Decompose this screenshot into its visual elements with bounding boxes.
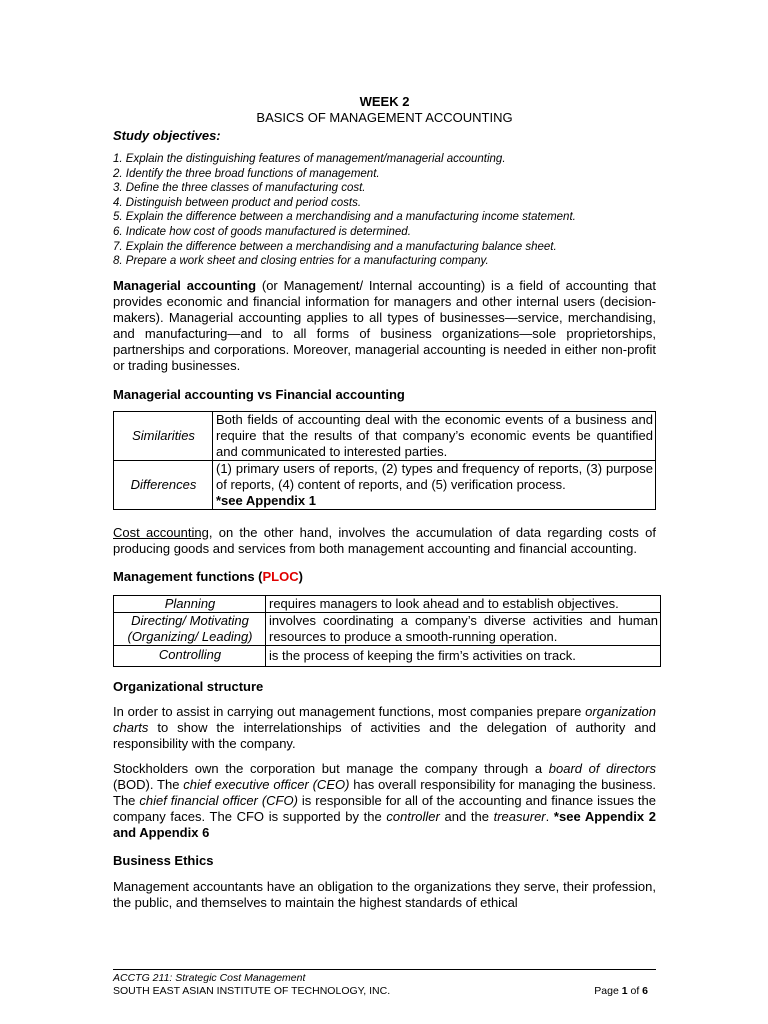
objectives-heading: Study objectives: bbox=[113, 128, 221, 143]
cost-accounting-text: , on the other hand, involves the accumulation of data regarding costs of producing goods and services from both management accounting and financial accounting. bbox=[113, 524, 656, 556]
functions-heading-text: Management functions ( bbox=[113, 568, 263, 584]
comparison-table bbox=[113, 411, 656, 510]
page-number: 1 bbox=[621, 985, 628, 997]
functions-heading-close: ) bbox=[298, 568, 303, 584]
objective-item: 8. Prepare a work sheet and closing entries for a manufacturing company. bbox=[113, 255, 489, 268]
org-p2-text-a: Stockholders own the corporation but manage the company through a bbox=[113, 760, 549, 776]
planning-text: requires managers to look ahead and to establish objectives. bbox=[266, 595, 661, 612]
bod-term: board of directors bbox=[548, 760, 656, 776]
functions-heading bbox=[113, 569, 656, 584]
document-title: BASICS OF MANAGEMENT ACCOUNTING bbox=[256, 110, 513, 125]
objective-item: 2. Identify the three broad functions of management. bbox=[113, 167, 380, 180]
org-paragraph-2 bbox=[113, 761, 656, 841]
org-paragraph-1 bbox=[113, 704, 656, 752]
objective-item: 4. Distinguish between product and period costs. bbox=[113, 196, 362, 209]
school-name: SOUTH EAST ASIAN INSTITUTE OF TECHNOLOGY, INC. bbox=[113, 985, 391, 997]
objective-item: 1. Explain the distinguishing features of management/managerial accounting. bbox=[113, 153, 506, 165]
similarities-text: Both fields of accounting deal with the economic events of a business and require that the results of that company’s economic events be quantified and communicated to interested parties. bbox=[213, 411, 656, 460]
table-row bbox=[114, 612, 661, 645]
managerial-accounting-term: Managerial accounting bbox=[113, 277, 257, 293]
cost-accounting-paragraph bbox=[113, 525, 656, 557]
differences-cell bbox=[213, 460, 656, 509]
table-row bbox=[114, 411, 656, 460]
ploc-acronym: PLOC bbox=[262, 568, 299, 584]
controlling-text: is the process of keeping the firm’s activities on track. bbox=[266, 645, 661, 666]
similarities-label: Similarities bbox=[114, 411, 213, 460]
ceo-term: chief executive officer (CEO) bbox=[183, 776, 350, 792]
objective-item: 3. Define the three classes of manufacturing cost. bbox=[113, 182, 366, 195]
course-label: ACCTG 211: Strategic Cost Management bbox=[113, 972, 306, 984]
differences-text: (1) primary users of reports, (2) types and frequency of reports, (3) purpose of reports, (4) content of reports, and (5) verification process. bbox=[216, 460, 653, 492]
differences-label: Differences bbox=[114, 460, 213, 509]
org-p1-text-a: In order to assist in carrying out management functions, most companies prepare bbox=[113, 703, 586, 719]
org-p2-text-f: . bbox=[545, 808, 554, 824]
objectives-list bbox=[113, 152, 656, 269]
functions-table bbox=[113, 595, 661, 667]
org-charts-term: organization charts bbox=[113, 703, 656, 735]
controlling-label: Controlling bbox=[114, 645, 266, 666]
ethics-paragraph: Management accountants have an obligation to the organizations they serve, their profession, the public, and themselves to maintain the highest standards of ethical bbox=[113, 878, 656, 910]
planning-label: Planning bbox=[114, 595, 266, 612]
page-indicator bbox=[594, 985, 656, 998]
objective-item: 7. Explain the difference between a merchandising and a manufacturing balance sheet. bbox=[113, 240, 557, 253]
cost-accounting-term: Cost accounting bbox=[113, 524, 209, 540]
table-row bbox=[114, 460, 656, 509]
page-footer bbox=[113, 969, 656, 998]
org-p2-text-c: has overall responsibility for managing the business. The bbox=[113, 776, 656, 808]
of-word: of bbox=[627, 985, 643, 997]
controller-term: controller bbox=[386, 808, 440, 824]
table-row bbox=[114, 595, 661, 612]
appendix-2-6-note: *see Appendix 2 and Appendix 6 bbox=[113, 808, 656, 840]
objective-item: 5. Explain the difference between a merchandising and a manufacturing income statement. bbox=[113, 211, 576, 224]
table-row bbox=[114, 645, 661, 666]
directing-text: involves coordinating a company’s diverse activities and human resources to produce a smooth-running operation. bbox=[266, 612, 661, 645]
cfo-term: chief financial officer (CFO) bbox=[139, 792, 298, 808]
comparison-heading: Managerial accounting vs Financial accounting bbox=[113, 386, 405, 402]
week-label: WEEK 2 bbox=[359, 94, 410, 109]
org-p1-text-b: to show the interrelationships of activities and the delegation of authority and responsibility with the company. bbox=[113, 719, 656, 751]
directing-label: Directing/ Motivating (Organizing/ Leading) bbox=[114, 612, 266, 645]
footer-row bbox=[113, 985, 656, 998]
page-word: Page bbox=[594, 985, 622, 997]
business-ethics-heading: Business Ethics bbox=[113, 852, 214, 868]
org-p2-text-e: and the bbox=[439, 808, 494, 824]
document-page bbox=[113, 94, 656, 911]
intro-paragraph bbox=[113, 278, 656, 374]
org-p2-text-d: is responsible for all of the accounting and finance issues the company faces. The CFO is supported by the bbox=[113, 792, 656, 824]
org-structure-heading: Organizational structure bbox=[113, 678, 264, 694]
treasurer-term: treasurer bbox=[493, 808, 546, 824]
org-p2-text-b: (BOD). The bbox=[113, 776, 184, 792]
appendix-1-note: *see Appendix 1 bbox=[216, 492, 316, 508]
intro-text: (or Management/ Internal accounting) is a field of accounting that provides economic and financial information for managers and other internal users (decision-makers). Managerial accounting applies to all types of businesses—service, merchandising, and manufacturing—and to all forms of business organizations—sole proprietorships, partnerships and corporations. Moreover, managerial accounting is needed in either non-profit or trading businesses. bbox=[113, 277, 656, 373]
page-total: 6 bbox=[642, 985, 648, 997]
objective-item: 6. Indicate how cost of goods manufactured is determined. bbox=[113, 225, 411, 238]
